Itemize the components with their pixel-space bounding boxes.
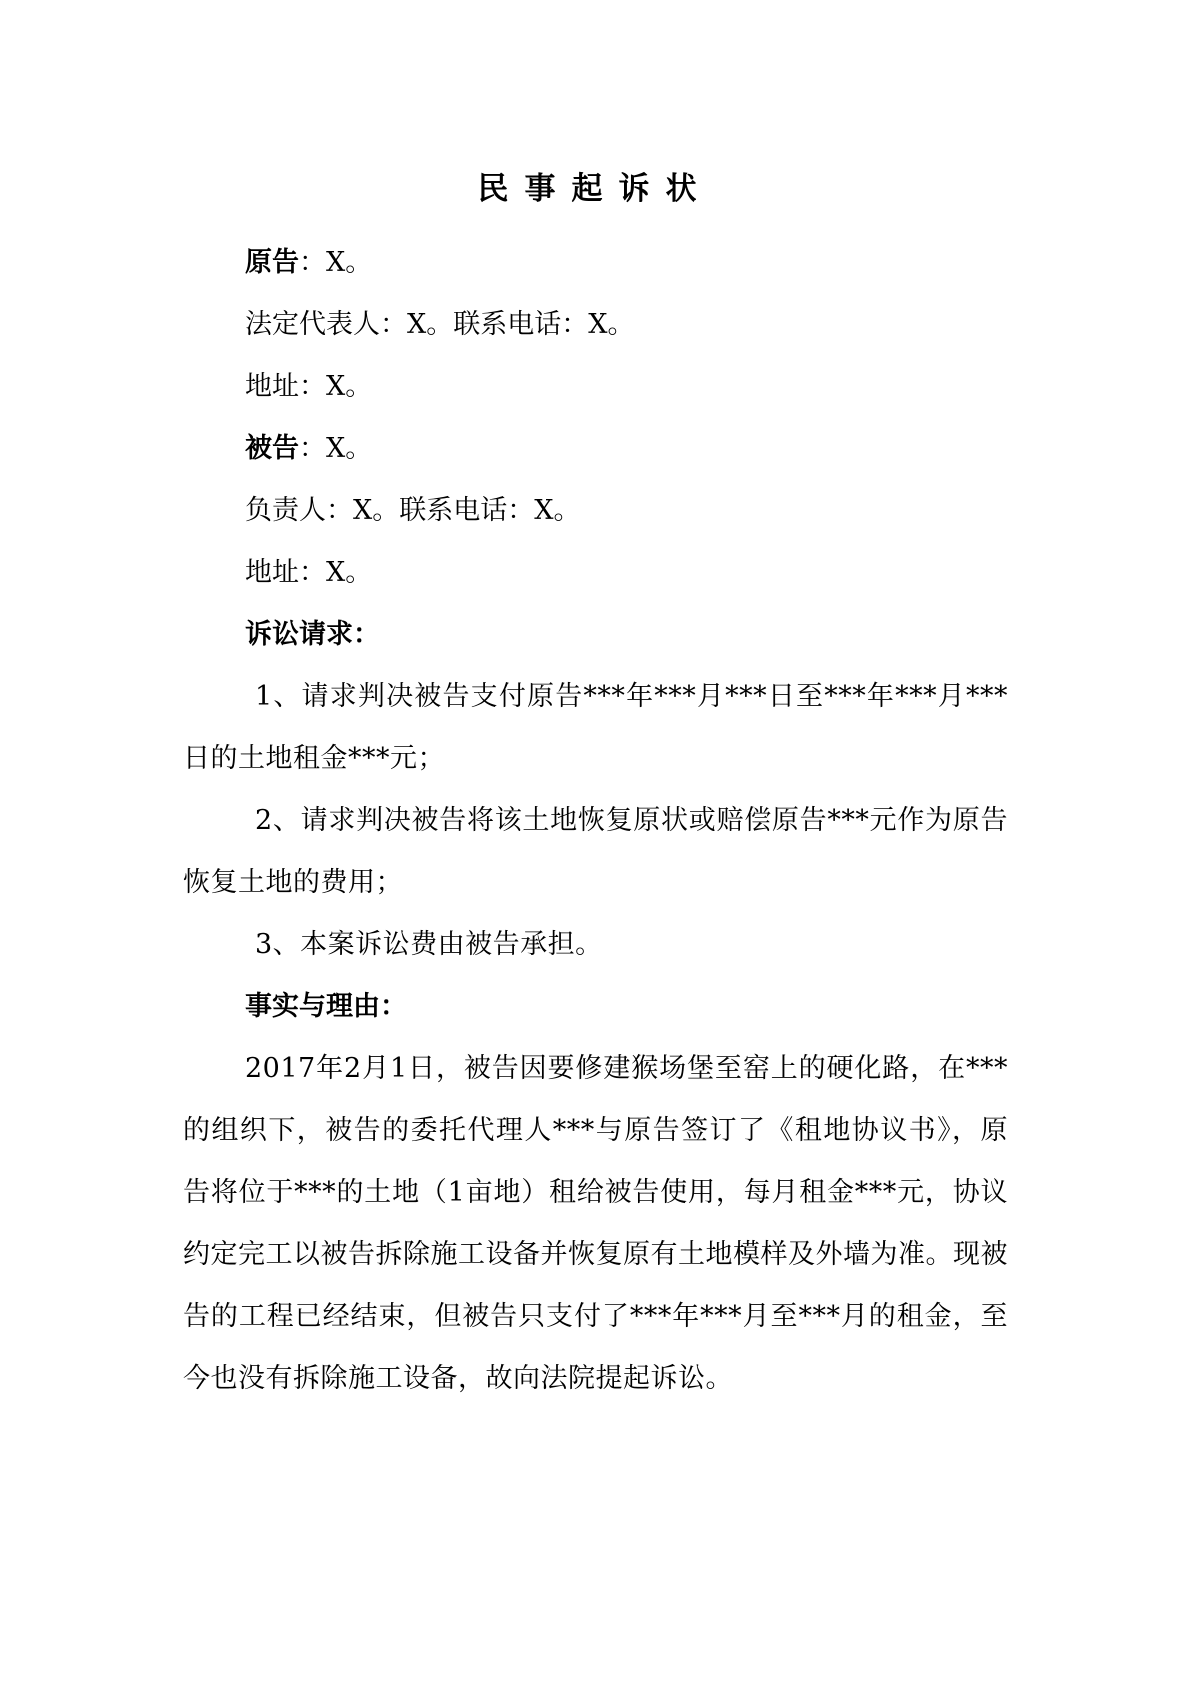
defendant-line bbox=[183, 418, 1008, 480]
plaintiff-address: 地址：X。 bbox=[245, 371, 373, 402]
plaintiff-legal-representative: 法定代表人：X。联系电话：X。 bbox=[245, 309, 635, 340]
plaintiff-label: 原告 bbox=[245, 247, 299, 278]
defendant-address: 地址：X。 bbox=[245, 557, 373, 588]
facts-paragraph: 2017年2月1日，被告因要修建猴场堡至窑上的硬化路，在***的组织下，被告的委托代理人***与原告签订了《租地协议书》，原告将位于***的土地（1亩地）租给被告使用，每月租金***元，协议约定完工以被告拆除施工设备并恢复原有土地模样及外墙为准。现被告的工程已经结束，但被告只支付了***年***月至***月的租金，至今也没有拆除施工设备，故向法院提起诉讼。 bbox=[183, 1053, 1008, 1394]
claim-item-3: 3、本案诉讼费由被告承担。 bbox=[255, 929, 603, 960]
document-body bbox=[183, 232, 1008, 1410]
claim-item-1: 1、请求判决被告支付原告***年***月***日至***年***月***日的土地租金***元； bbox=[183, 681, 1008, 774]
claim-item-2: 2、请求判决被告将该土地恢复原状或赔偿原告***元作为原告恢复土地的费用； bbox=[183, 805, 1008, 898]
facts-heading: 事实与理由： bbox=[245, 991, 407, 1022]
claims-heading: 诉讼请求： bbox=[245, 619, 380, 650]
plaintiff-value: ：X。 bbox=[299, 247, 373, 278]
defendant-label: 被告 bbox=[245, 433, 299, 464]
document-title: 民事起诉状 bbox=[477, 171, 713, 207]
defendant-person-in-charge: 负责人：X。联系电话：X。 bbox=[245, 495, 581, 526]
defendant-value: ：X。 bbox=[299, 433, 373, 464]
plaintiff-line bbox=[183, 232, 1008, 294]
